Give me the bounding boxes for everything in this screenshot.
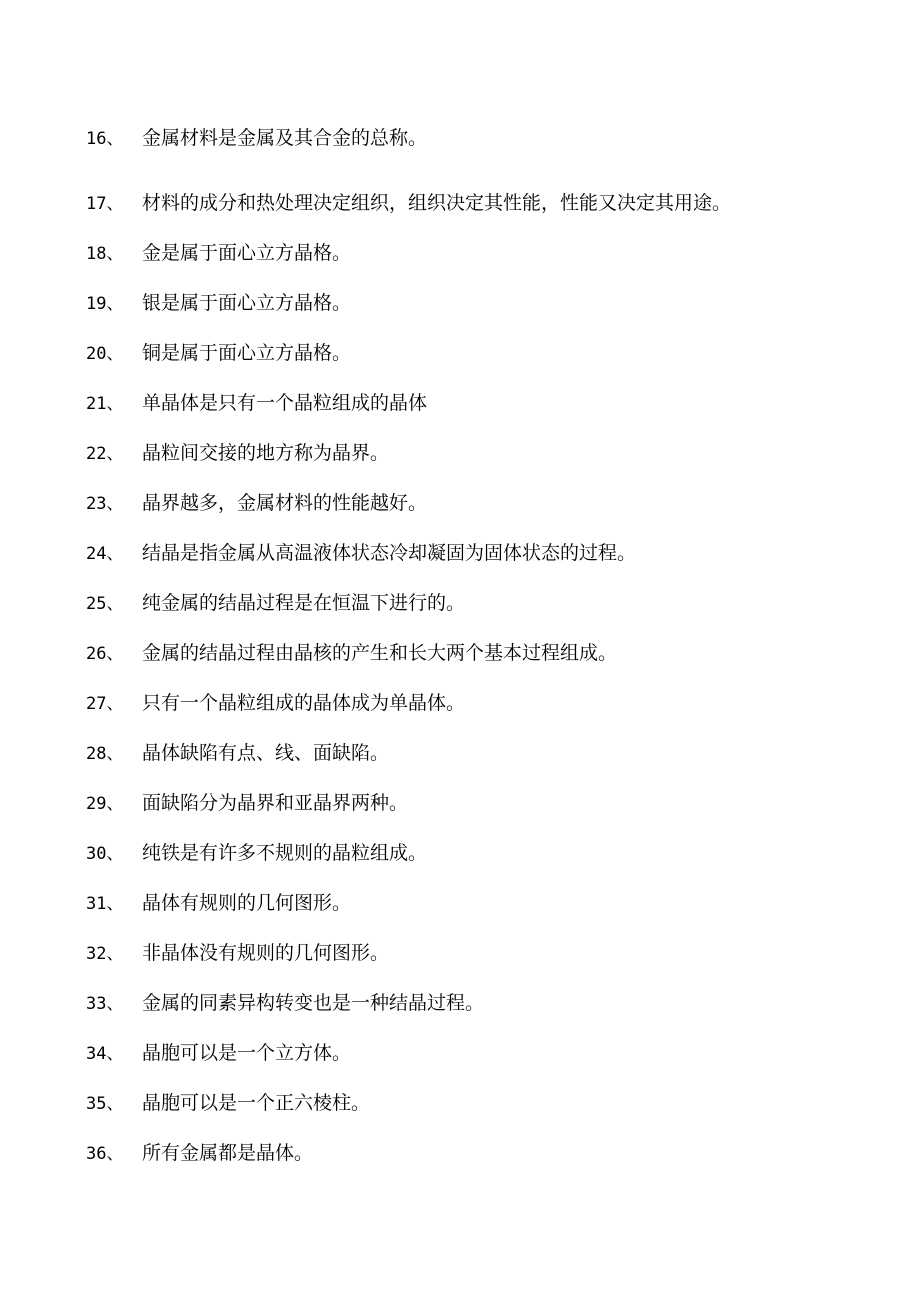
list-item xyxy=(86,340,351,366)
list-item xyxy=(86,690,465,716)
item-text: 结晶是指金属从高温液体状态冷却凝固为固体状态的过程。 xyxy=(142,542,637,564)
list-item xyxy=(86,290,351,316)
item-number: 20、 xyxy=(86,344,124,364)
list-item xyxy=(86,790,408,816)
item-text: 金属材料是金属及其合金的总称。 xyxy=(142,127,428,149)
list-item xyxy=(86,390,427,416)
item-text: 所有金属都是晶体。 xyxy=(142,1142,314,1164)
item-number: 16、 xyxy=(86,129,124,149)
item-number: 26、 xyxy=(86,644,124,664)
list-item xyxy=(86,490,427,516)
item-text: 面缺陷分为晶界和亚晶界两种。 xyxy=(142,792,409,814)
item-text: 晶体缺陷有点、线、面缺陷。 xyxy=(142,742,390,764)
item-number: 28、 xyxy=(86,744,124,764)
item-number: 36、 xyxy=(86,1144,124,1164)
item-number: 18、 xyxy=(86,244,124,264)
item-number: 33、 xyxy=(86,994,124,1014)
list-item xyxy=(86,640,617,666)
item-text: 金是属于面心立方晶格。 xyxy=(142,242,352,264)
list-item xyxy=(86,990,484,1016)
item-text: 只有一个晶粒组成的晶体成为单晶体。 xyxy=(142,692,466,714)
item-number: 34、 xyxy=(86,1044,124,1064)
item-number: 31、 xyxy=(86,894,124,914)
list-item xyxy=(86,940,389,966)
list-item xyxy=(86,590,465,616)
item-number: 23、 xyxy=(86,494,124,514)
list-item xyxy=(86,740,389,766)
item-text: 单晶体是只有一个晶粒组成的晶体 xyxy=(142,392,428,414)
item-number: 30、 xyxy=(86,844,124,864)
item-number: 17、 xyxy=(86,194,124,214)
item-number: 19、 xyxy=(86,294,124,314)
list-item xyxy=(86,125,427,151)
list-item xyxy=(86,840,427,866)
item-text: 材料的成分和热处理决定组织，组织决定其性能，性能又决定其用途。 xyxy=(142,192,732,214)
item-text: 铜是属于面心立方晶格。 xyxy=(142,342,352,364)
list-item xyxy=(86,1040,351,1066)
list-item xyxy=(86,890,351,916)
item-text: 晶体有规则的几何图形。 xyxy=(142,892,352,914)
item-number: 21、 xyxy=(86,394,124,414)
list-item xyxy=(86,190,731,216)
item-text: 金属的同素异构转变也是一种结晶过程。 xyxy=(142,992,485,1014)
list-item xyxy=(86,240,351,266)
item-number: 27、 xyxy=(86,694,124,714)
item-text: 晶界越多，金属材料的性能越好。 xyxy=(142,492,428,514)
item-number: 32、 xyxy=(86,944,124,964)
item-text: 纯铁是有许多不规则的晶粒组成。 xyxy=(142,842,428,864)
item-text: 纯金属的结晶过程是在恒温下进行的。 xyxy=(142,592,466,614)
item-number: 29、 xyxy=(86,794,124,814)
list-item xyxy=(86,1090,370,1116)
list-item xyxy=(86,1140,313,1166)
item-number: 22、 xyxy=(86,444,124,464)
list-item xyxy=(86,540,636,566)
item-number: 24、 xyxy=(86,544,124,564)
item-text: 晶胞可以是一个立方体。 xyxy=(142,1042,352,1064)
item-number: 35、 xyxy=(86,1094,124,1114)
item-text: 银是属于面心立方晶格。 xyxy=(142,292,352,314)
item-text: 非晶体没有规则的几何图形。 xyxy=(142,942,390,964)
item-text: 金属的结晶过程由晶核的产生和长大两个基本过程组成。 xyxy=(142,642,618,664)
list-item xyxy=(86,440,389,466)
item-number: 25、 xyxy=(86,594,124,614)
item-text: 晶粒间交接的地方称为晶界。 xyxy=(142,442,390,464)
item-text: 晶胞可以是一个正六棱柱。 xyxy=(142,1092,371,1114)
